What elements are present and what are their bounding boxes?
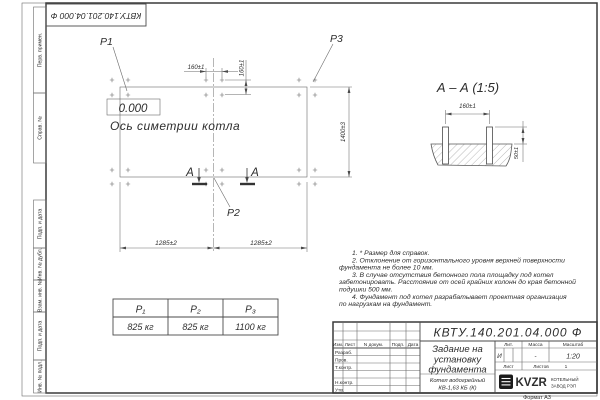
load-table-header: P₃ [245, 304, 256, 316]
sheet-label: Лист [503, 365, 514, 370]
section-view [431, 80, 527, 166]
note-line: 3. В случае отсутствия бетонного пола площадку под котел [352, 271, 554, 279]
load-point-p1 [100, 36, 127, 91]
svg-text:1285±2: 1285±2 [250, 240, 272, 247]
margin-label-vzam: Взам. инв. № [37, 279, 44, 313]
load-table-header: P₁ [135, 304, 146, 316]
svg-text:160±1: 160±1 [239, 59, 246, 77]
mass-label: Масса [528, 343, 543, 348]
load-point-p2 [214, 178, 240, 219]
title-block [333, 322, 597, 394]
scale-label: Масштаб [562, 343, 584, 348]
drawing-title-line: установку [433, 354, 482, 366]
row-tkontr: Т.контр. [335, 366, 353, 371]
logo-text: KVZR [515, 377, 547, 389]
note-line: 2. Отклонение от горизонтального уровня верхней поверхности [352, 257, 565, 265]
org-name-line: КОТЕЛЬНЫЙ [551, 377, 579, 382]
col-data: Дата [407, 343, 419, 348]
margin-label-inv-podl: Инв. № подл. [37, 360, 44, 393]
svg-text:50±1: 50±1 [514, 146, 520, 160]
sheets-value: 1 [564, 365, 568, 370]
margin-label-podp2: Подп. и дата [37, 320, 44, 352]
row-razrab: Разраб. [335, 351, 353, 356]
sheets-label: Листов [533, 365, 549, 370]
svg-text:160±1: 160±1 [459, 104, 476, 110]
note-line: фундамента не более 10 мм. [339, 264, 434, 272]
margin-label-sprav: Справ. № [37, 116, 44, 140]
svg-text:P2: P2 [227, 207, 240, 219]
mass-value: - [534, 353, 537, 360]
row-nkontr: Н.контр. [335, 381, 354, 386]
svg-text:1285±2: 1285±2 [155, 240, 177, 247]
doc-stamp-text: КВТУ.140.201.04.000 Ф [50, 10, 142, 21]
anchor-bolt-right [487, 127, 493, 164]
note-line: 1. * Размер для справок. [352, 250, 430, 257]
notes-block [338, 249, 576, 308]
scale-value: 1:20 [566, 353, 580, 361]
margin-label-perv: Перв. примен. [37, 32, 44, 68]
product-name-line: Котел водогрейный [429, 378, 486, 384]
load-point-p3 [313, 33, 343, 82]
anchor-bolt-left [443, 127, 449, 164]
svg-text:P1: P1 [100, 36, 113, 48]
load-table-value: 825 кг [182, 322, 209, 332]
drawing-title-line: Задание на [432, 344, 483, 355]
load-table [113, 299, 278, 335]
dim-bolt-spacing-horizontal [184, 65, 238, 78]
kvzr-logo-icon [499, 375, 513, 390]
note-line: 4. Фундамент под котел разрабатывает проектная организация [352, 293, 567, 301]
dim-section-spacing [446, 104, 490, 124]
col-doc: N докум. [363, 343, 384, 348]
note-line: подушки 500 мм. [339, 286, 393, 294]
margin-stamps [34, 7, 47, 393]
axis-of-symmetry-label: Ось симетрии котла [110, 119, 241, 133]
col-list: Лист [344, 343, 356, 348]
note-line: забетонировать. Расстояние от осей крайних колонн до края бетонной [339, 279, 576, 287]
lit-value: И [497, 353, 502, 360]
org-name-line: ЗАВОД РЭП [551, 383, 577, 389]
dim-bolt-spacing-vertical [225, 60, 251, 95]
note-line: по нагрузкам на фундамент. [339, 301, 433, 309]
format-label: Формат А3 [523, 394, 551, 400]
elevation-value: 0.000 [118, 103, 148, 115]
col-izm: Изм. [332, 343, 344, 348]
product-name-line: КВ-1,63 КБ (К) [438, 385, 477, 392]
section-title: А – А (1:5) [436, 80, 500, 95]
margin-label-podp1: Подп. и дата [37, 208, 44, 240]
section-letter-right: А [251, 167, 259, 179]
svg-text:160±1: 160±1 [187, 65, 205, 71]
load-table-value: 1100 кг [235, 322, 266, 332]
load-table-value: 825 кг [127, 322, 154, 332]
section-letter-left: А [186, 167, 194, 179]
row-utv: Утв. [335, 388, 345, 394]
foundation-plan [100, 33, 352, 252]
load-table-header: P₂ [190, 304, 201, 316]
row-prov: Пров. [335, 358, 348, 364]
svg-text:1400±3: 1400±3 [341, 122, 347, 142]
lit-label: Лит. [504, 343, 513, 348]
dim-plan-height [310, 87, 352, 177]
svg-text:P3: P3 [330, 33, 343, 45]
title-block-doc-number: КВТУ.140.201.04.000 Ф [433, 325, 583, 340]
col-podp: Подп. [391, 343, 405, 348]
margin-label-inv-dubl: Инв. № дубл. [37, 247, 44, 281]
drawing-title-line: фундамента [428, 364, 487, 376]
